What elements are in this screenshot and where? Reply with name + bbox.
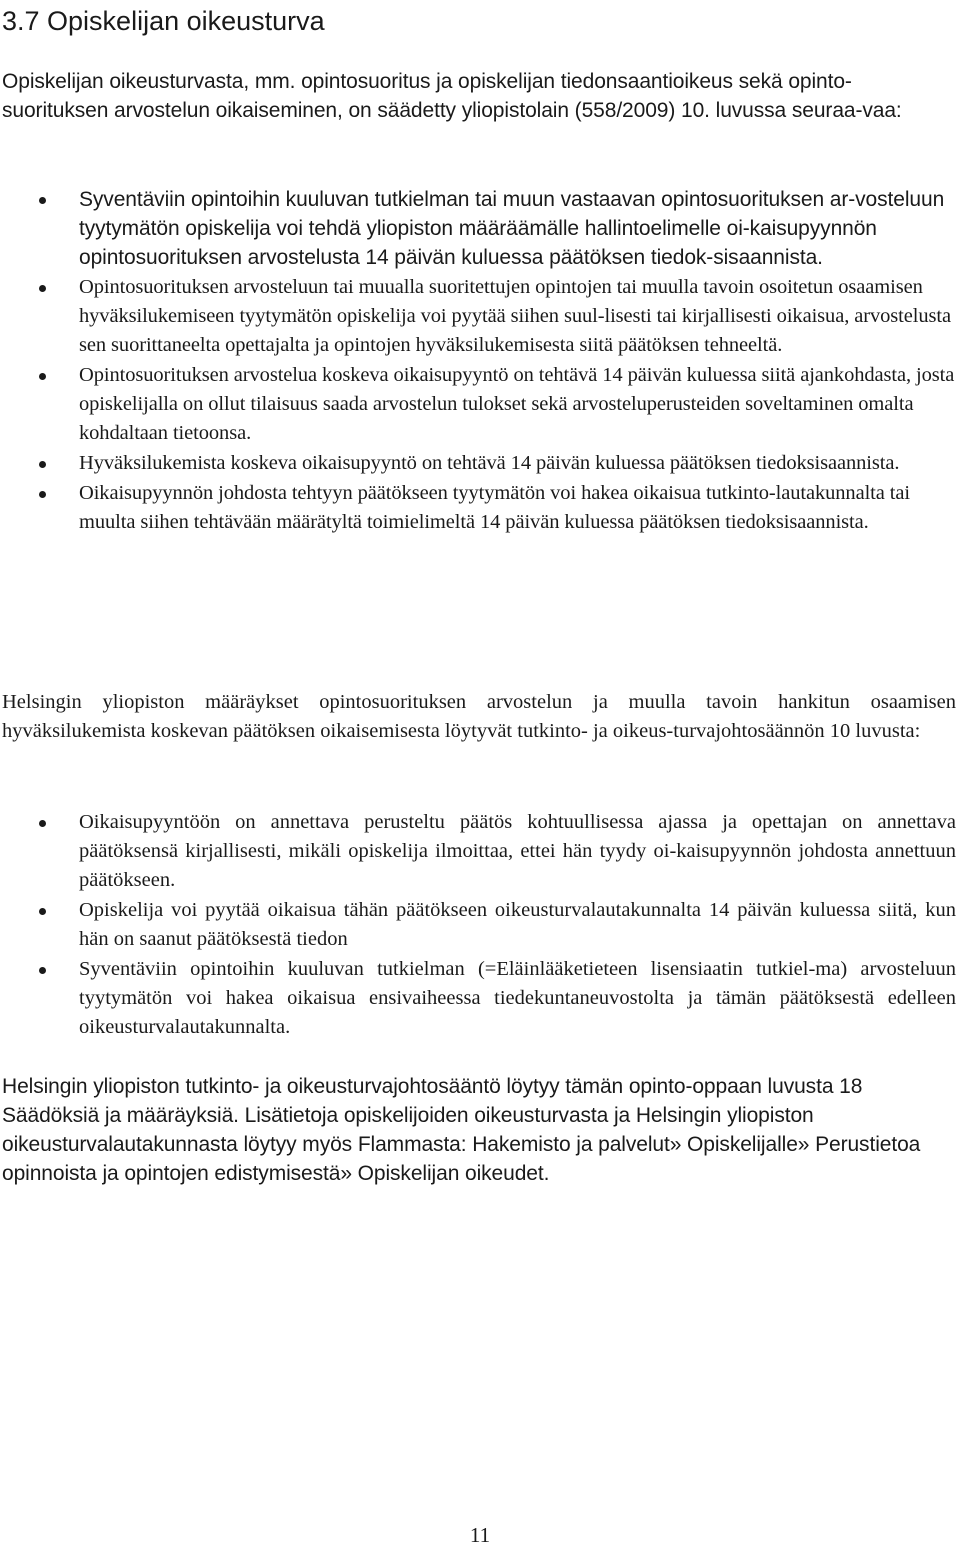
list-item-text: Opintosuorituksen arvostelua koskeva oikaisupyyntö on tehtävä 14 päivän kuluessa siitä ajankohdasta, josta opiskelijalla on ollut tilaisuus saada arvostelun tulokset sekä arvosteluperusteiden soveltaminen omalta kohdaltaan tietoonsa. (79, 364, 955, 444)
list-item-text: Oikaisupyynnön johdosta tehtyyn päätökseen tyytymätön voi hakea oikaisua tutkinto-lautakunnalta tai muulta siihen tehtävään määrätyltä toimielimeltä 14 päivän kuluessa päätöksen tiedoksisaannista. (79, 482, 910, 533)
list-item-text: Oikaisupyyntöön on annettava perusteltu päätös kohtuullisessa ajassa ja opettajan on annettava päätöksensä kirjallisesti, mikäli opiskelija ilmoittaa, ettei hän tyydy oi-kaisupyynnön johdosta annettuun päätökseen. (79, 811, 956, 891)
list-item-text: Syventäviin opintoihin kuuluvan tutkielman tai muun vastaavan opintosuorituksen ar-vosteluun tyytymätön opiskelija voi tehdä yliopiston määräämälle hallintoelimelle oi-kaisupyynnön opintosuorituksen arvostelusta 14 päivän kuluessa päätöksen tiedok-sisaannista. (79, 188, 945, 269)
bullet-icon (39, 908, 46, 915)
bullet-icon (39, 285, 46, 292)
page-number: 11 (469, 1523, 491, 1547)
bullet-icon (39, 491, 46, 498)
list-item (0, 479, 960, 537)
bullet-icon (39, 967, 46, 974)
list-item (0, 273, 960, 360)
list-item-text: Opiskelija voi pyytää oikaisua tähän päätökseen oikeusturvalautakunnalta 14 päivän kuluessa siitä, kun hän on saanut päätöksestä tiedon (79, 899, 956, 950)
regulation-list (0, 808, 960, 1043)
list-item-text: Opintosuorituksen arvosteluun tai muualla suoritettujen opintojen tai muulla tavoin osoitetun osaamisen hyväksilukemiseen tyytymätön opiskelija voi pyytää siihen suul-lisesti tai kirjallisesti oikaisua, arvostelusta sen suorittaneelta opettajalta ja opintojen hyväksilukemisesta siitä päätöksen tehneeltä. (79, 276, 951, 356)
bullet-icon (39, 820, 46, 827)
list-item (0, 955, 960, 1042)
bullet-icon (39, 461, 46, 468)
list-item (0, 896, 960, 954)
law-list (0, 185, 960, 538)
list-item (0, 361, 960, 448)
list-item (0, 449, 960, 478)
list-item (0, 808, 960, 895)
section-title: 3.7 Opiskelijan oikeusturva (2, 6, 325, 36)
list-item-text: Syventäviin opintoihin kuuluvan tutkielman (=Eläinlääketieteen lisensiaatin tutkiel-ma) arvosteluun tyytymätön voi hakea oikaisua ensivaiheessa tiedekuntaneuvostolta ja tämän päätöksestä edelleen oikeusturvalautakunnalta. (79, 958, 956, 1038)
intro-paragraph: Opiskelijan oikeusturvasta, mm. opintosuoritus ja opiskelijan tiedonsaantioikeus sekä opinto-suorituksen arvostelun oikaiseminen, on säädetty yliopistolain (558/2009) 10. luvussa seuraa-vaa: (2, 70, 902, 122)
bullet-icon (39, 373, 46, 380)
regulations-paragraph: Helsingin yliopiston määräykset opintosuorituksen arvostelun ja muulla tavoin hankitun osaamisen hyväksilukemista koskevan päätöksen oikaisemisesta löytyvät tutkinto- ja oikeus-turvajohtosäännön 10 luvusta: (2, 691, 956, 742)
closing-paragraph: Helsingin yliopiston tutkinto- ja oikeusturvajohtosääntö löytyy tämän opinto-oppaan luvusta 18 Säädöksiä ja määräyksiä. Lisätietoja opiskelijoiden oikeusturvasta ja Helsingin yliopiston oikeusturvalautakunnasta löytyy myös Flammasta: Hakemisto ja palvelut» Opiskelijalle» Perustietoa opinnoista ja opintojen edistymisestä» Opiskelijan oikeudet. (2, 1075, 921, 1185)
bullet-icon (39, 197, 46, 204)
list-item (0, 185, 960, 272)
list-item-text: Hyväksilukemista koskeva oikaisupyyntö on tehtävä 14 päivän kuluessa päätöksen tiedoksisaannista. (79, 452, 900, 474)
